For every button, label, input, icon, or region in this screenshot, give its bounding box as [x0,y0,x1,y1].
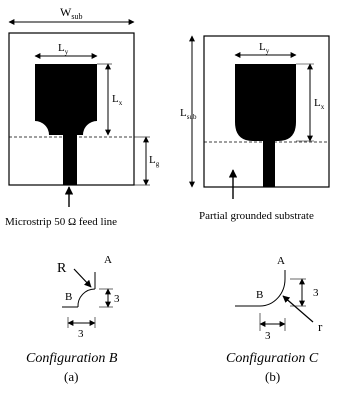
left-feed-line [63,135,77,185]
left-lx-label: $L_x$ [112,93,123,107]
config-b-a-label: A [104,254,112,266]
config-b-b-label: B [65,291,73,303]
right-lx-label: $L_x$ [314,97,325,111]
wsub-label: $W_{sub}$ [60,5,83,21]
config-b-r-label: R [57,261,67,276]
right-feed-line [263,141,275,187]
left-antenna [5,5,160,228]
config-c-b-label: B [256,289,264,301]
left-patch [35,64,97,135]
config-c-hdim-label: 3 [265,330,271,342]
lsub-label: $L_{sub}$ [180,107,197,121]
config-c-r-pointer [283,296,313,322]
config-c-detail [226,255,323,384]
config-c-a-label: A [277,255,285,267]
config-c-arc [260,279,285,306]
right-patch [235,64,296,141]
config-c-vdim-label: 3 [313,287,319,299]
panel-a-label: (a) [64,369,79,384]
config-c-title: Configuration C [226,351,319,366]
right-antenna [180,36,329,222]
config-b-hdim-label: 3 [78,328,84,340]
left-ly-label: $L_y$ [58,42,69,56]
config-c-r-label: r [318,319,323,334]
right-caption: Partial grounded substrate [199,210,314,222]
config-b-arc [78,289,95,307]
left-caption: Microstrip 50 Ω feed line [5,216,118,228]
config-b-detail [26,254,120,384]
panel-b-label: (b) [265,369,281,384]
config-b-r-pointer [74,269,91,287]
config-b-vdim-label: 3 [114,293,120,305]
config-b-title: Configuration B [26,351,118,366]
right-ly-label: $L_y$ [259,41,270,55]
left-lg-label: $L_g$ [149,154,160,168]
